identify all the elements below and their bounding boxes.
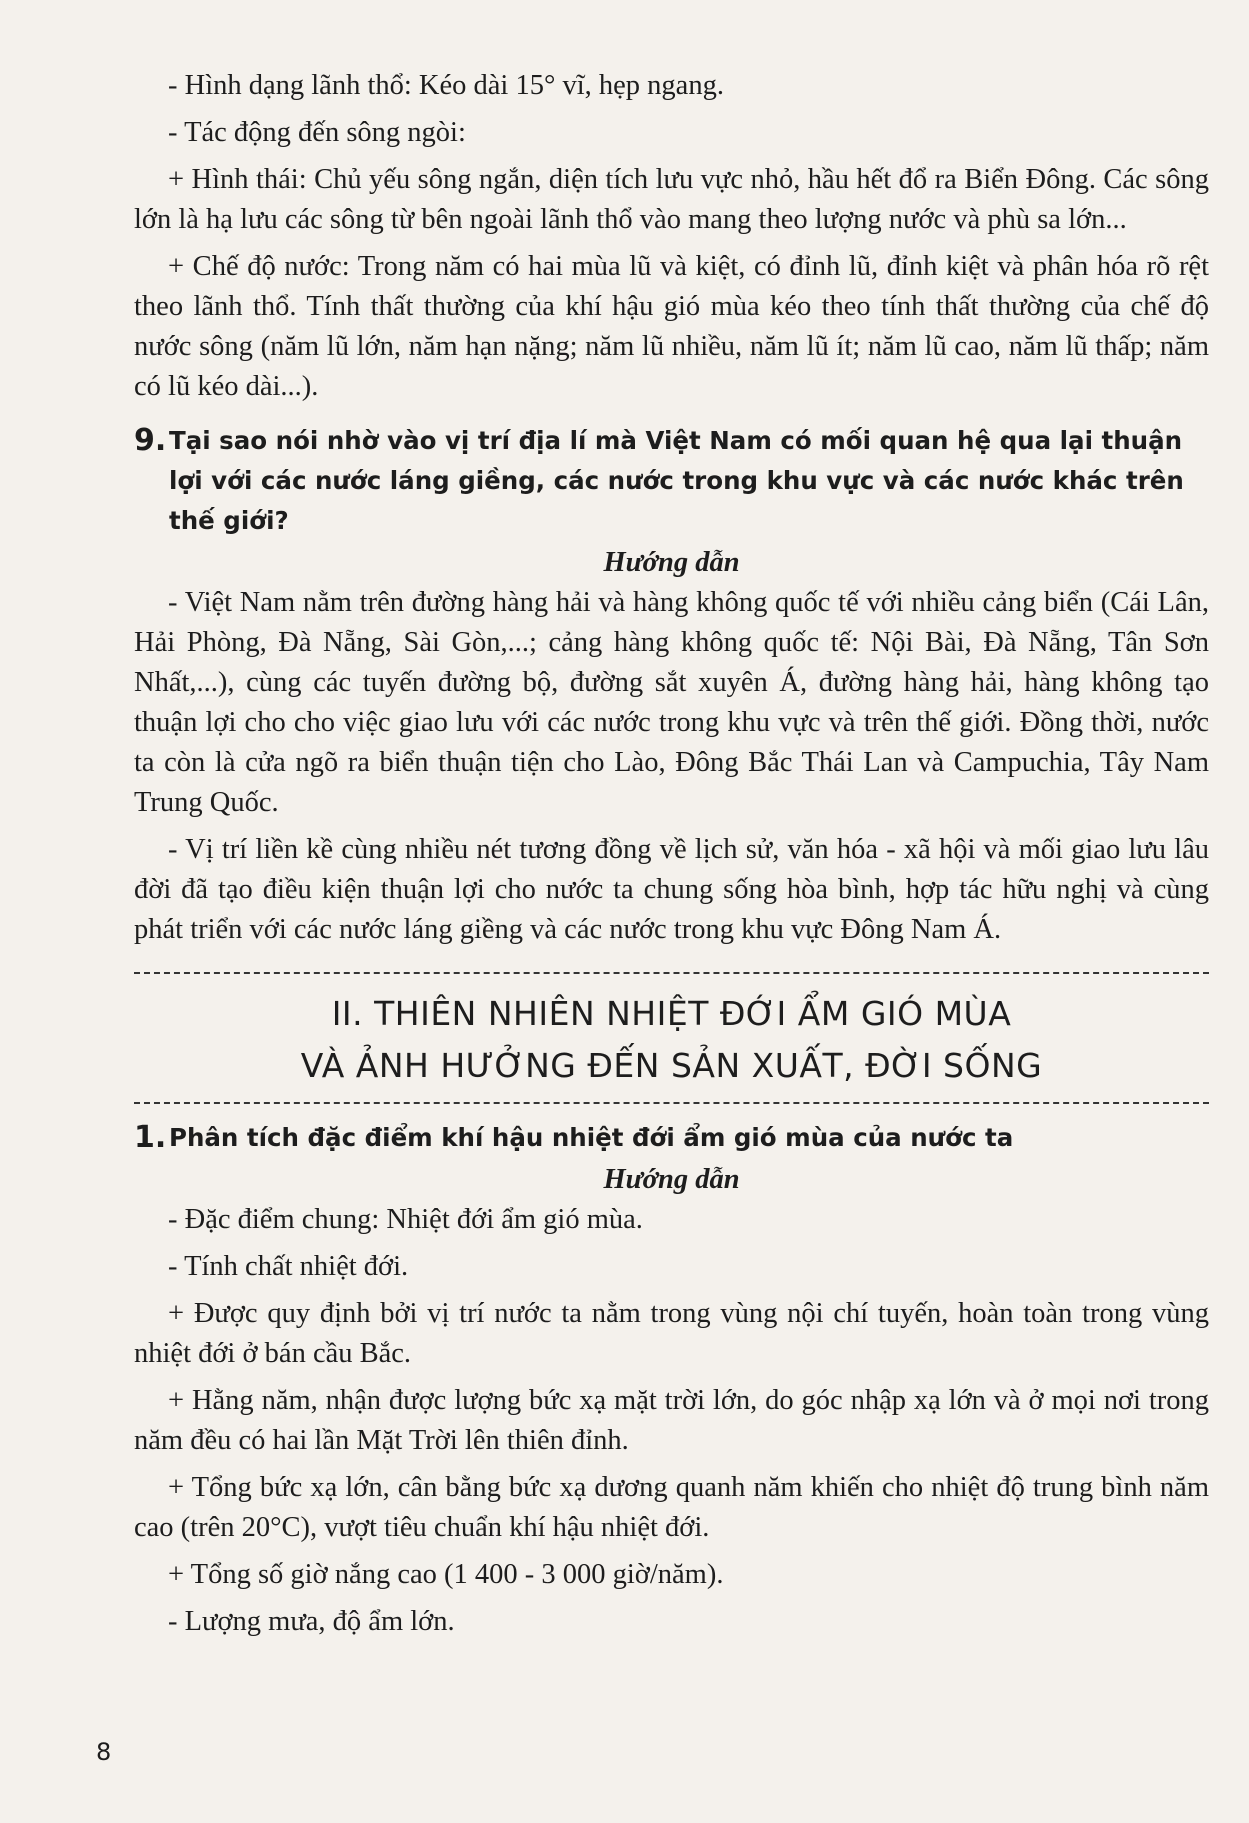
question-1-answer-1: - Đặc điểm chung: Nhiệt đới ẩm gió mùa. xyxy=(168,1204,643,1235)
paragraph-river-impact: - Tác động đến sông ngòi: xyxy=(168,117,466,148)
question-9-answer-2: - Vị trí liền kề cùng nhiều nét tương đồng về lịch sử, văn hóa - xã hội và mối giao lưu lâu đời đã tạo điều kiện thuận lợi cho nước ta chung sống hòa bình, hợp tác hữu nghị và cùng phát triển với các nước láng giềng và các nước trong khu vực Đông Nam Á. xyxy=(134,834,1209,945)
page-number: 8 xyxy=(96,1738,112,1766)
question-9-text: Tại sao nói nhờ vào vị trí địa lí mà Việt Nam có mối quan hệ qua lại thuận lợi với các nước láng giềng, các nước trong khu vực và các nước khác trên thế giới? xyxy=(169,426,1184,535)
section-heading xyxy=(134,972,1209,1104)
question-1 xyxy=(134,1118,1209,1158)
question-1-guide-heading: Hướng dẫn xyxy=(603,1164,740,1195)
question-1-answer-4: + Hằng năm, nhận được lượng bức xạ mặt trời lớn, do góc nhập xạ lớn và ở mọi nơi trong năm đều có hai lần Mặt Trời lên thiên đỉnh. xyxy=(134,1385,1209,1456)
question-9-answer-1: - Việt Nam nằm trên đường hàng hải và hàng không quốc tế với nhiều cảng biển (Cái Lân, Hải Phòng, Đà Nẵng, Sài Gòn,...; cảng hàng không quốc tế: Nội Bài, Đà Nẵng, Tân Sơn Nhất,...), cùng các tuyến đường bộ, đường sắt xuyên Á, đường hàng hải, hàng không tạo thuận lợi cho cho việc giao lưu với các nước trong khu vực và trên thế giới. Đồng thời, nước ta còn là cửa ngõ ra biển thuận tiện cho Lào, Đông Bắc Thái Lan và Campuchia, Tây Nam Trung Quốc. xyxy=(134,587,1209,818)
paragraph-territory-shape: - Hình dạng lãnh thổ: Kéo dài 15° vĩ, hẹp ngang. xyxy=(168,70,724,101)
question-1-answer-7: - Lượng mưa, độ ẩm lớn. xyxy=(168,1606,455,1637)
section-heading-line-2: VÀ ẢNH HƯỞNG ĐẾN SẢN XUẤT, ĐỜI SỐNG xyxy=(300,1046,1043,1085)
question-1-number: 1. xyxy=(134,1120,167,1155)
question-1-answer-3: + Được quy định bởi vị trí nước ta nằm trong vùng nội chí tuyến, hoàn toàn trong vùng nhiệt đới ở bán cầu Bắc. xyxy=(134,1298,1209,1369)
question-9-guide-heading: Hướng dẫn xyxy=(603,547,740,578)
question-1-answer-6: + Tổng số giờ nắng cao (1 400 - 3 000 giờ/năm). xyxy=(168,1559,724,1590)
paragraph-water-regime: + Chế độ nước: Trong năm có hai mùa lũ và kiệt, có đỉnh lũ, đỉnh kiệt và phân hóa rõ rệt theo lãnh thổ. Tính thất thường của khí hậu gió mùa kéo theo tính thất thường của chế độ nước sông (năm lũ lớn, năm hạn nặng; năm lũ nhiều, năm lũ ít; năm lũ cao, năm lũ thấp; năm có lũ kéo dài...). xyxy=(134,251,1209,402)
question-9 xyxy=(134,421,1209,541)
question-1-text: Phân tích đặc điểm khí hậu nhiệt đới ẩm gió mùa của nước ta xyxy=(169,1123,1014,1152)
question-1-answer-2: - Tính chất nhiệt đới. xyxy=(168,1251,409,1282)
question-1-answer-5: + Tổng bức xạ lớn, cân bằng bức xạ dương quanh năm khiến cho nhiệt độ trung bình năm cao (trên 20°C), vượt tiêu chuẩn khí hậu nhiệt đới. xyxy=(134,1472,1209,1543)
paragraph-river-form: + Hình thái: Chủ yếu sông ngắn, diện tích lưu vực nhỏ, hầu hết đổ ra Biển Đông. Các sông lớn là hạ lưu các sông từ bên ngoài lãnh thổ vào mang theo lượng nước và phù sa lớn... xyxy=(134,164,1209,235)
question-9-number: 9. xyxy=(134,423,167,458)
section-heading-line-1: II. THIÊN NHIÊN NHIỆT ĐỚI ẨM GIÓ MÙA xyxy=(331,994,1012,1033)
